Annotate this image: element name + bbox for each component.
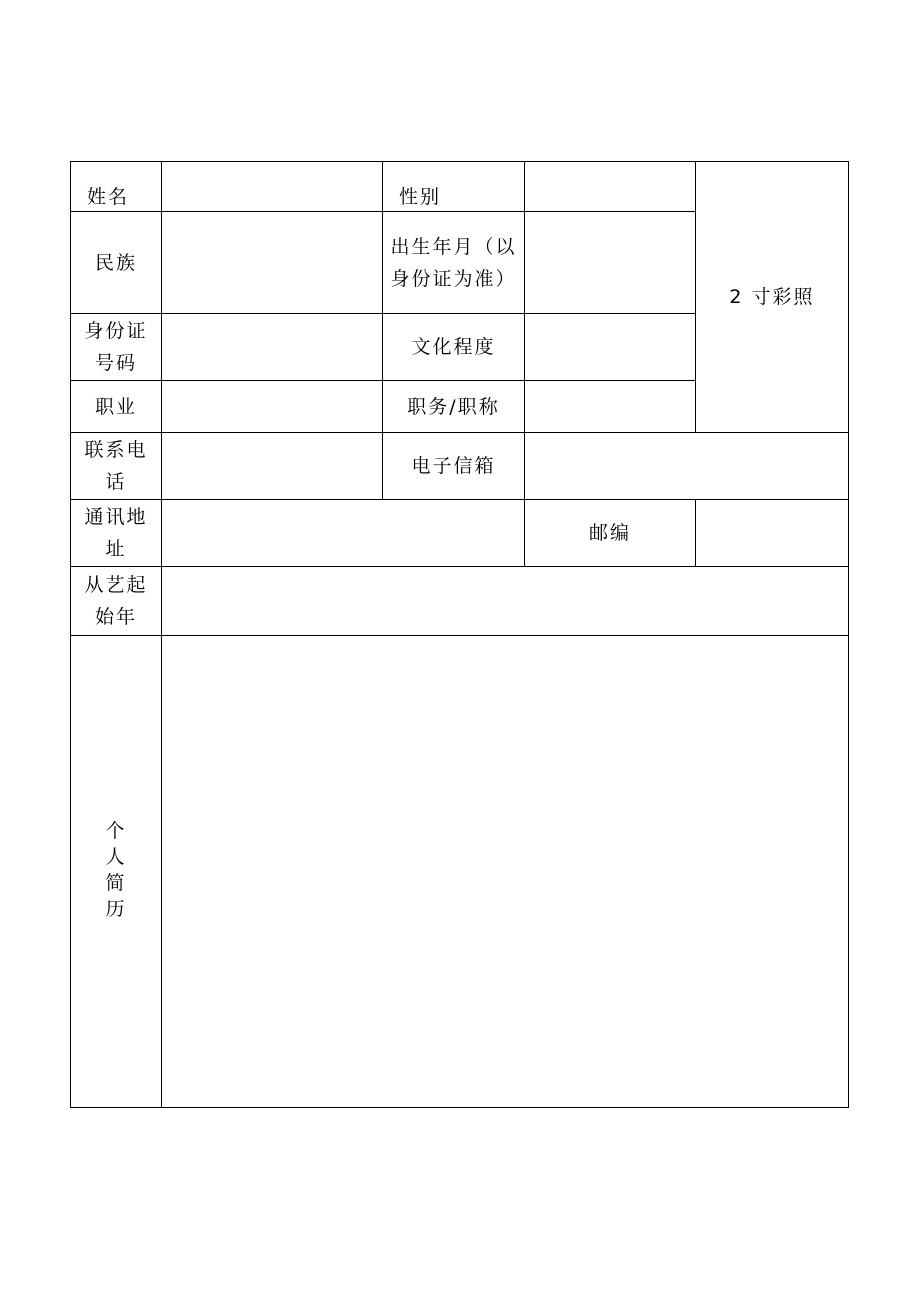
education-field[interactable]: [525, 314, 696, 381]
job-title-label: 职务/职称: [407, 395, 500, 418]
resume-label: 个人简历: [105, 820, 127, 920]
id-number-label: 身份证号码: [84, 320, 148, 374]
email-label: 电子信箱: [411, 455, 496, 477]
name-label-cell: [71, 162, 162, 212]
art-start-label-cell: [71, 567, 162, 636]
address-field[interactable]: [162, 500, 525, 567]
id-label-cell: [71, 314, 162, 381]
art-start-year-label: 从艺起始年: [84, 574, 148, 628]
occupation-field[interactable]: [162, 381, 383, 433]
name-label: 姓名: [87, 186, 130, 208]
occupation-label: 职业: [94, 395, 137, 418]
email-field[interactable]: [525, 433, 849, 500]
registration-form-table: [70, 161, 849, 1108]
phone-label: 联系电话: [84, 439, 148, 493]
title-label-cell: [383, 381, 525, 433]
gender-label-cell: [383, 162, 525, 212]
name-field[interactable]: [162, 162, 383, 212]
occupation-label-cell: [71, 381, 162, 433]
education-label: 文化程度: [411, 336, 496, 358]
address-label-cell: [71, 500, 162, 567]
phone-field[interactable]: [162, 433, 383, 500]
birth-field[interactable]: [525, 212, 696, 314]
address-label: 通讯地址: [84, 506, 148, 560]
phone-label-cell: [71, 433, 162, 500]
postcode-label-cell: [525, 500, 696, 567]
email-label-cell: [383, 433, 525, 500]
birth-label-cell: [383, 212, 525, 314]
gender-field[interactable]: [525, 162, 696, 212]
ethnicity-label-cell: [71, 212, 162, 314]
resume-label-cell: [71, 636, 162, 1108]
photo-label: 2 寸彩照: [729, 286, 815, 308]
ethnicity-label: 民族: [94, 251, 137, 274]
postcode-field[interactable]: [696, 500, 849, 567]
ethnicity-field[interactable]: [162, 212, 383, 314]
resume-field[interactable]: [162, 636, 849, 1108]
birth-label: 出生年月（以身份证为准）: [390, 235, 517, 290]
postcode-label: 邮编: [588, 522, 631, 544]
gender-label: 性别: [399, 186, 442, 208]
art-start-year-field[interactable]: [162, 567, 849, 636]
job-title-field[interactable]: [525, 381, 696, 433]
photo-area[interactable]: [696, 162, 849, 433]
id-number-field[interactable]: [162, 314, 383, 381]
education-label-cell: [383, 314, 525, 381]
